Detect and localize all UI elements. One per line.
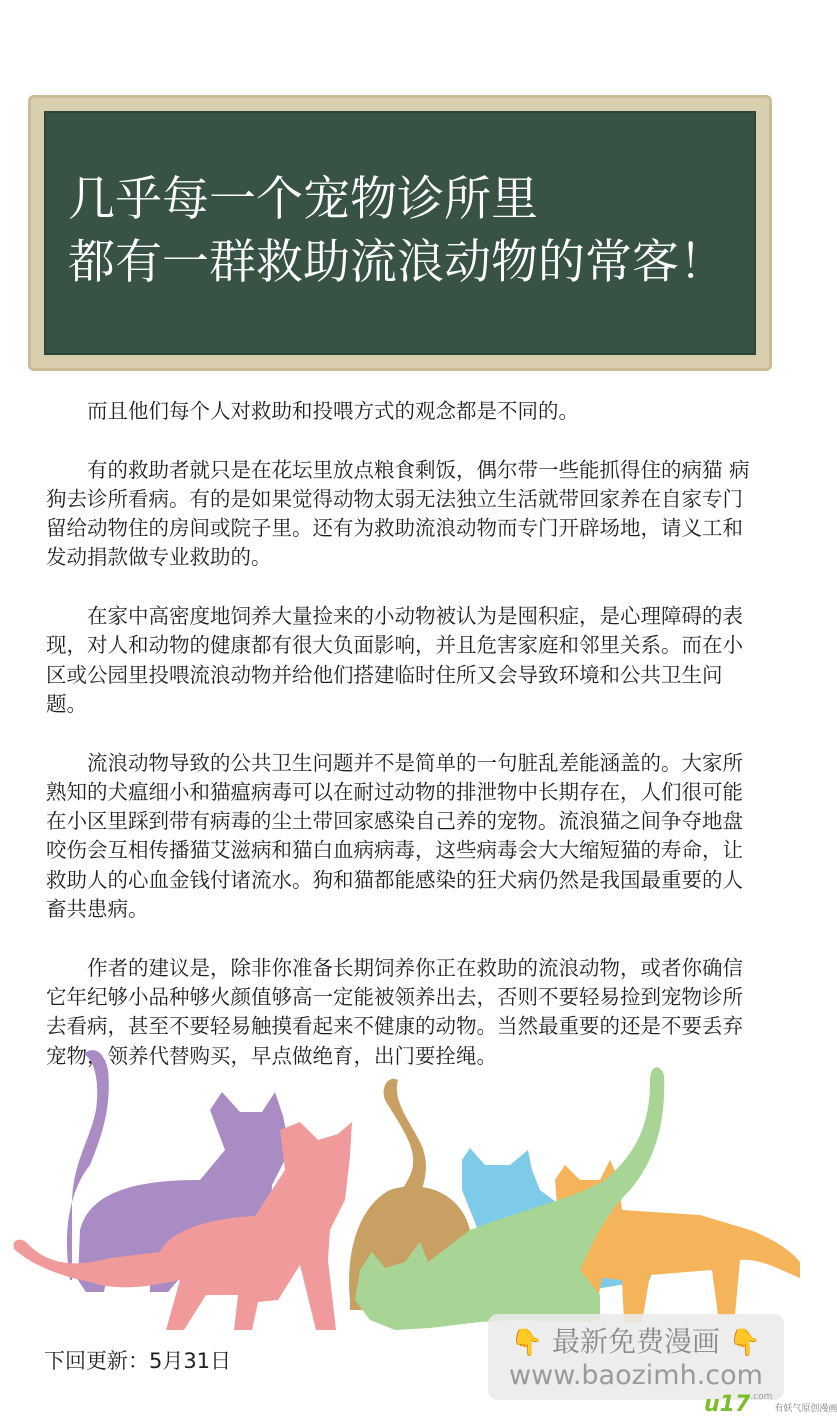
- brand-domain: .com: [750, 1392, 773, 1402]
- brand-slogan: 有妖气原创漫画: [774, 1404, 837, 1414]
- article-body: [46, 397, 762, 1100]
- pointing-down-hand-icon: 👇: [728, 1328, 762, 1358]
- paragraph: 在家中高密度地饲养大量捡来的小动物被认为是囤积症，是心理障碍的表现，对人和动物的健康都有很大负面影响，并且危害家庭和邻里关系。而在小区或公园里投喂流浪动物并给他们搭建临时住所又会导致环境和公共卫生问题。: [46, 604, 743, 716]
- next-update-notice: 下回更新：5月31日: [44, 1349, 232, 1373]
- brand-logo: [704, 1392, 837, 1417]
- title-line-1: 几乎每一个宠物诊所里: [68, 172, 538, 227]
- paragraph: 流浪动物导致的公共卫生问题并不是简单的一句脏乱差能涵盖的。大家所熟知的犬瘟细小和猫瘟病毒可以在耐过动物的排泄物中长期存在，人们很可能在小区里踩到带有病毒的尘土带回家感染自己养的宠物。流浪猫之间争夺地盘咬伤会互相传播猫艾滋病和猫白血病病毒，这些病毒会大大缩短猫的寿命，让救助人的心血金钱付诸流水。狗和猫都能感染的狂犬病仍然是我国最重要的人畜共患病。: [46, 750, 743, 922]
- watermark-title: 最新免费漫画: [551, 1325, 720, 1358]
- pointing-down-hand-icon: 👇: [510, 1328, 544, 1358]
- page-title: [68, 168, 726, 294]
- brand-name: u17: [704, 1392, 751, 1417]
- watermark-url[interactable]: www.baozimh.com: [509, 1360, 763, 1391]
- site-watermark: [488, 1314, 784, 1400]
- paragraph: 作者的建议是，除非你准备长期饲养你正在救助的流浪动物，或者你确信它年纪够小品种够火颜值够高一定能被领养出去，否则不要轻易捡到宠物诊所去看病，甚至不要轻易触摸看起来不健康的动物。当然最重要的还是不要丢弃宠物，领养代替购买，早点做绝育，出门要拴绳。: [46, 955, 743, 1068]
- paragraph: 有的救助者就只是在花坛里放点粮食剩饭，偶尔带一些能抓得住的病猫 病狗去诊所看病。有的是如果觉得动物太弱无法独立生活就带回家养在自家专门留给动物住的房间或院子里。还有为救助流浪动物而专门开辟场地，请义工和发动捐款做专业救助的。: [46, 457, 750, 570]
- paragraph: 而且他们每个人对救助和投喂方式的观念都是不同的。: [87, 399, 579, 423]
- title-line-2: 都有一群救助流浪动物的常客！: [68, 235, 726, 290]
- cat-silhouettes-illustration: [0, 1030, 800, 1350]
